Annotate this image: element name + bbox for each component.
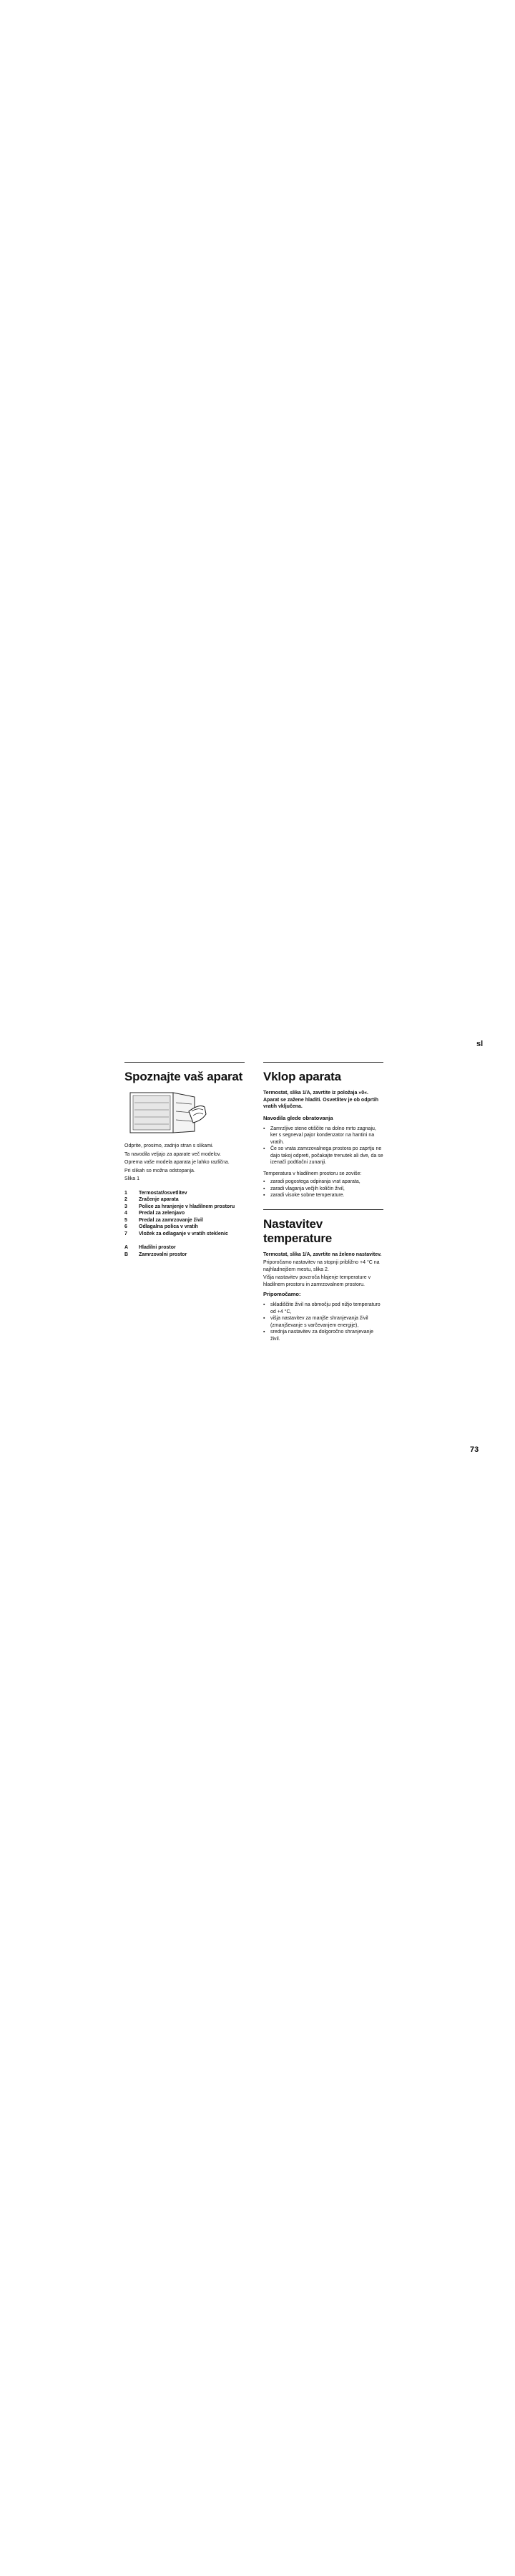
paragraph: Višja nastavitev povzroča hlajenje temperature v hladilnem prostoru in zamrzovalnem prostoru. bbox=[263, 1275, 371, 1287]
item-label: Odlagalna polica v vratih bbox=[139, 1224, 198, 1229]
item-text: srednja nastavitev za dolgoročno shranjevanje živil. bbox=[270, 1330, 373, 1342]
item-label: Zamrzovalni prostor bbox=[139, 1252, 187, 1257]
list-item: ▪ zaradi visoke sobne temperature. bbox=[263, 1193, 345, 1198]
item-text: zaradi vlaganja večjih količin živil, bbox=[270, 1186, 345, 1191]
paragraph: Temperatura v hladilnem prostoru se zoviše: bbox=[263, 1171, 362, 1176]
item-number: B bbox=[124, 1252, 129, 1257]
list-item bbox=[124, 1244, 245, 1252]
subheading: Navodila glede obratovanja bbox=[263, 1114, 333, 1121]
intro-line: Oprema vaše modela aparata je lahko različna. bbox=[124, 1160, 230, 1165]
zones-list bbox=[124, 1244, 245, 1258]
item-text: zaradi pogostega odpiranja vrat aparata, bbox=[270, 1179, 360, 1184]
section-intro: Termostat, slika 1/A, zavrtite na želeno nastavitev. bbox=[263, 1252, 382, 1257]
list-item: ▪ zaradi vlaganja večjih količin živil, bbox=[263, 1186, 345, 1191]
intro-line: Pri slikah so možna odstopanja. bbox=[124, 1168, 195, 1174]
item-text: skladiščite živil na območju pod nižjo temperaturo od +4 °C, bbox=[270, 1302, 381, 1314]
item-label: Vložek za odlaganje v vratih steklenic bbox=[139, 1231, 228, 1236]
bullet-list bbox=[263, 1126, 383, 1166]
page-number: 73 bbox=[470, 1445, 479, 1454]
paragraph: Priporočamo nastavitev na stopnji približno +4 °C na najhladnejšem mestu, slika 2. bbox=[263, 1260, 380, 1272]
item-number: 4 bbox=[124, 1211, 127, 1216]
list-item: ▪ zaradi pogostega odpiranja vrat aparata, bbox=[263, 1179, 360, 1184]
item-number: A bbox=[124, 1245, 129, 1250]
bullet-list bbox=[263, 1302, 383, 1342]
list-item bbox=[124, 1204, 245, 1211]
section-title: Vklop aparata bbox=[263, 1070, 341, 1083]
list-item bbox=[124, 1252, 245, 1259]
section-divider bbox=[124, 1062, 245, 1063]
language-code: sl bbox=[476, 1040, 484, 1048]
list-item bbox=[124, 1217, 245, 1224]
list-item: ▪ skladiščite živil na območju pod nižjo temperaturo od +4 °C, bbox=[263, 1302, 383, 1315]
section-title: Nastavitev temperature bbox=[263, 1216, 333, 1245]
item-text: zaradi visoke sobne temperature. bbox=[270, 1193, 345, 1198]
item-text: Zamrzljive stene otiščite na dolno mrto zagnaju, ker s segneval pajor kondenzator na hantini na vratih. bbox=[270, 1126, 376, 1145]
list-item: ▪ Zamrzljive stene otiščite na dolno mrto zagnaju, ker s segneval pajor kondenzator na hantini na vratih. bbox=[263, 1126, 383, 1146]
item-number: 1 bbox=[124, 1190, 127, 1196]
figure-reference: Slika 1 bbox=[124, 1176, 140, 1181]
item-number: 3 bbox=[124, 1204, 127, 1209]
item-number: 7 bbox=[124, 1231, 127, 1236]
intro-line: Ta navodila veljajo za aparate več modelov. bbox=[124, 1151, 221, 1157]
item-text: višja nastavitev za manjše shranjevanja živil (zmanjševanje s varčevanjem energije), bbox=[270, 1316, 368, 1328]
section-divider bbox=[263, 1062, 383, 1063]
list-item bbox=[124, 1196, 245, 1204]
left-column bbox=[124, 1062, 245, 1258]
item-text: Če so vrata zamrzovalnega prostora po zaprtju ne dajo takoj odpreti, počakajte trenutek ali dve, da se izenačí podtlačni zunanji. bbox=[270, 1146, 383, 1165]
item-number: 6 bbox=[124, 1224, 127, 1229]
section-title: Spoznajte vaš aparat bbox=[124, 1070, 243, 1083]
bullet-list bbox=[263, 1179, 383, 1199]
subheading: Pripomočamo: bbox=[263, 1291, 301, 1297]
item-label: Police za hranjenje v hladilnem prostoru bbox=[139, 1204, 235, 1209]
list-item bbox=[124, 1190, 245, 1197]
list-item: ▪ Če so vrata zamrzovalnega prostora po zaprtju ne dajo takoj odpreti, počakajte trenutek ali dve, da se izenačí podtlačni zunanji. bbox=[263, 1146, 383, 1165]
list-item: ▪ srednja nastavitev za dolgoročno shranjevanje živil. bbox=[263, 1329, 383, 1342]
item-label: Hladilni prostor bbox=[139, 1245, 176, 1250]
item-label: Zračenje aparata bbox=[139, 1197, 179, 1202]
list-item bbox=[124, 1224, 245, 1231]
item-label: Termostat/osvetlitev bbox=[139, 1190, 187, 1196]
intro-line: Odprite, prosimo, zadnjo stran s slikami. bbox=[124, 1143, 214, 1148]
item-label: Predal za zelenjavo bbox=[139, 1211, 185, 1216]
fridge-illustration-icon bbox=[129, 1090, 207, 1136]
list-item bbox=[124, 1231, 245, 1238]
item-label: Predal za zamrzovanje živil bbox=[139, 1217, 203, 1223]
parts-list bbox=[124, 1190, 245, 1238]
list-item: ▪ višja nastavitev za manjše shranjevanja živil (zmanjševanje s varčevanjem energije), bbox=[263, 1315, 383, 1329]
list-item bbox=[124, 1210, 245, 1217]
section-intro: Termostat, slika 1/A, zavrtite iz položaja »0«. Aparat se zažene hladiti. Osvetlitev je ob odprtih vratih vključena. bbox=[263, 1091, 379, 1109]
right-column bbox=[263, 1062, 383, 1345]
item-number: 5 bbox=[124, 1217, 127, 1223]
item-number: 2 bbox=[124, 1197, 127, 1202]
section-divider bbox=[263, 1209, 383, 1210]
